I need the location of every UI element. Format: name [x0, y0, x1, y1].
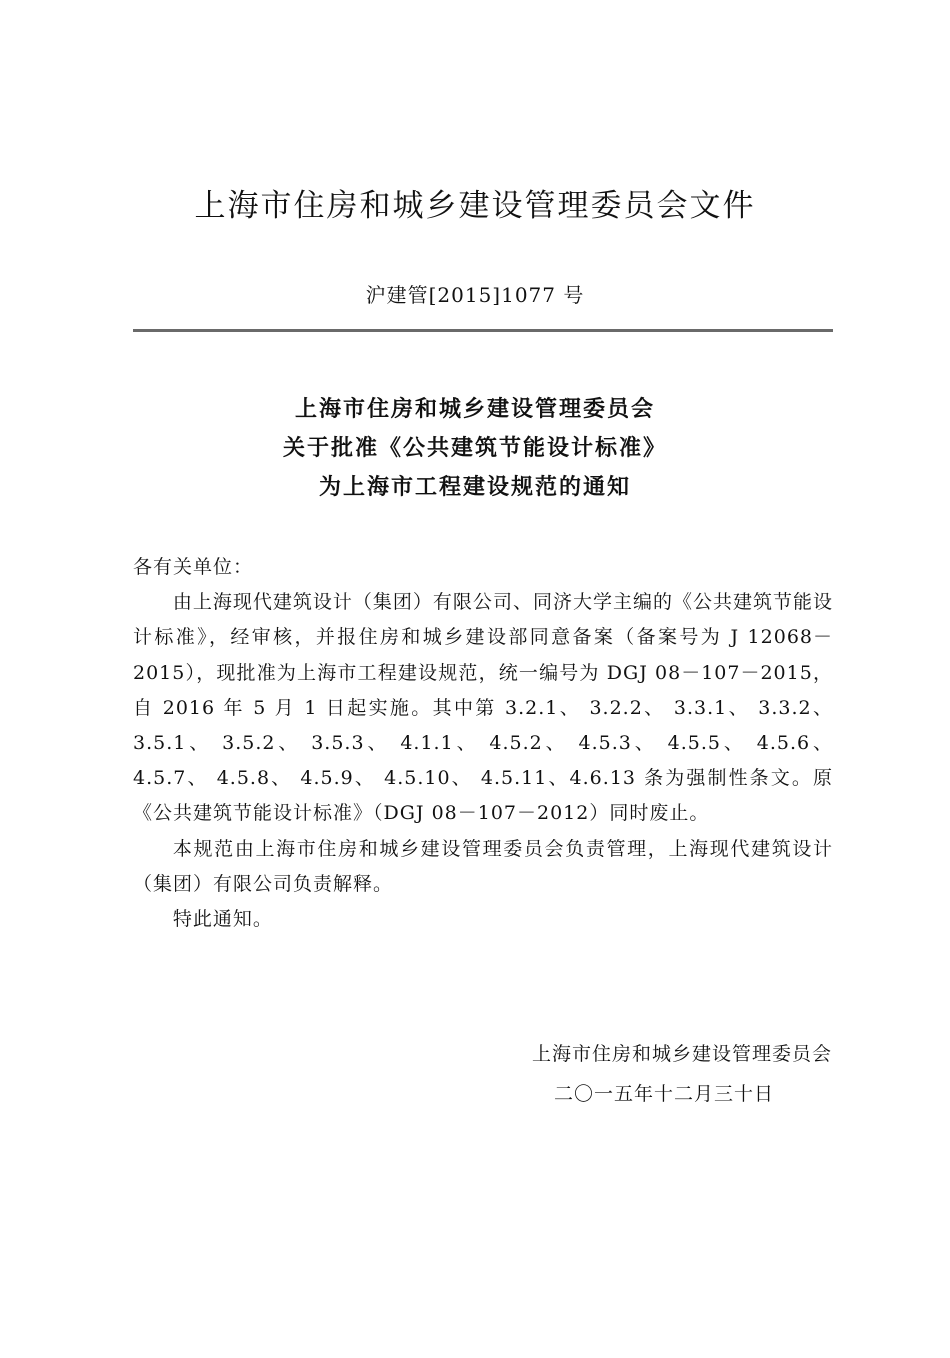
signature-block	[412, 1034, 832, 1114]
document-number: 沪建管[2015]1077 号	[365, 283, 585, 307]
header-divider	[133, 329, 833, 332]
issuer-name: 上海市住房和城乡建设管理委员会	[531, 1043, 832, 1065]
notice-title-line-1: 上海市住房和城乡建设管理委员会	[294, 397, 655, 422]
salutation: 各有关单位：	[133, 556, 254, 578]
issue-date: 二〇一五年十二月三十日	[553, 1083, 774, 1105]
body-paragraph-2: 本规范由上海市住房和城乡建设管理委员会负责管理，上海现代建筑设计（集团）有限公司负责解释。	[133, 837, 833, 895]
notice-title-line-3: 为上海市工程建设规范的通知	[318, 475, 631, 500]
notice-title	[0, 390, 950, 507]
closing-line: 特此通知。	[172, 908, 273, 931]
document-header-title: 上海市住房和城乡建设管理委员会文件	[194, 188, 756, 224]
body-paragraph-1: 由上海现代建筑设计（集团）有限公司、同济大学主编的《公共建筑节能设计标准》，经审核，并报住房和城乡建设部同意备案（备案号为 J 12068－2015），现批准为上海市工程建设规范，统一编号为 DGJ 08－107－2015，自 2016 年 5 月 1 日起实施。其中第 3.2.1、 3.2.2、 3.3.1、 3.3.2、 3.5.1、 3.5.2、 3.5.3、 4.1.1、 4.5.2、 4.5.3、 4.5.5、 4.5.6、 4.5.7、 4.5.8、 4.5.9、 4.5.10、 4.5.11、4.6.13 条为强制性条文。原《公共建筑节能设计标准》（DGJ 08－107－2012）同时废止。	[133, 591, 833, 825]
notice-body	[133, 550, 833, 937]
notice-title-line-2: 关于批准《公共建筑节能设计标准》	[282, 436, 667, 461]
